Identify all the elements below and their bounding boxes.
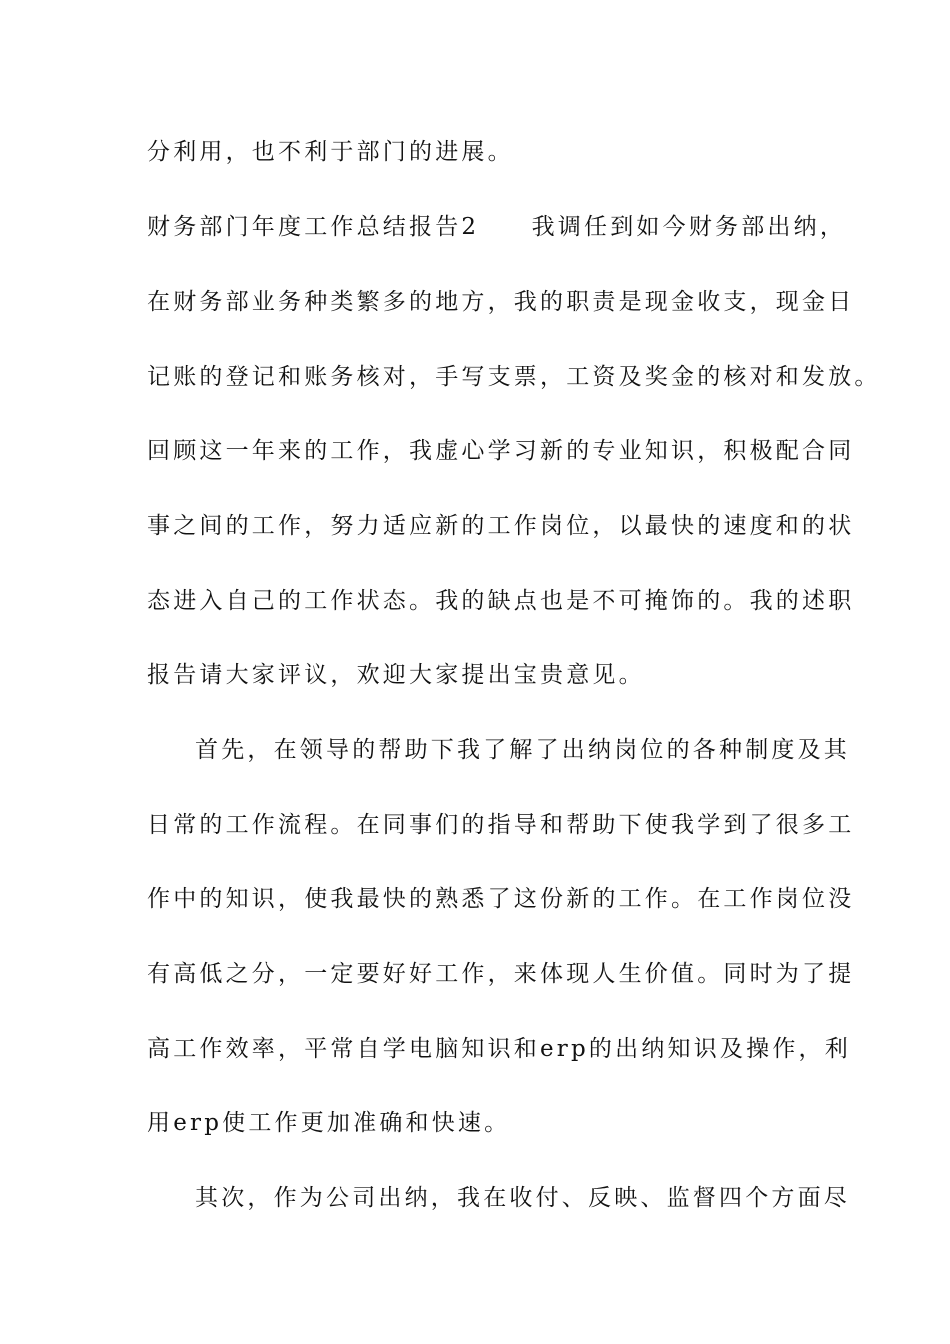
text-line: 分利用，也不利于部门的进展。 — [147, 139, 514, 165]
text-line: 日常的工作流程。在同事们的指导和帮助下使我学到了很多工 — [147, 812, 855, 838]
text-line: 财务部门年度工作总结报告2 我调任到如今财务部出纳， — [147, 214, 847, 240]
text-line: 态进入自己的工作状态。我的缺点也是不可掩饰的。我的述职 — [147, 588, 855, 614]
text-line: 作中的知识，使我最快的熟悉了这份新的工作。在工作岗位没 — [147, 886, 855, 912]
text-line: 报告请大家评议，欢迎大家提出宝贵意见。 — [147, 662, 645, 688]
text-line: 回顾这一年来的工作，我虚心学习新的专业知识，积极配合同 — [147, 438, 855, 464]
text-line: 有高低之分，一定要好好工作，来体现人生价值。同时为了提 — [147, 961, 855, 987]
text-line: 首先，在领导的帮助下我了解了出纳岗位的各种制度及其 — [195, 737, 850, 763]
text-line: 高工作效率，平常自学电脑知识和erp的出纳知识及操作，利 — [147, 1036, 851, 1062]
text-line: 用erp使工作更加准确和快速。 — [147, 1110, 511, 1136]
text-line: 在财务部业务种类繁多的地方，我的职责是现金收支，现金日 — [147, 289, 855, 315]
text-line: 事之间的工作，努力适应新的工作岗位，以最快的速度和的状 — [147, 513, 855, 539]
text-line: 记账的登记和账务核对，手写支票，工资及奖金的核对和发放。 — [147, 364, 881, 390]
text-line: 其次，作为公司出纳，我在收付、反映、监督四个方面尽 — [195, 1185, 850, 1211]
